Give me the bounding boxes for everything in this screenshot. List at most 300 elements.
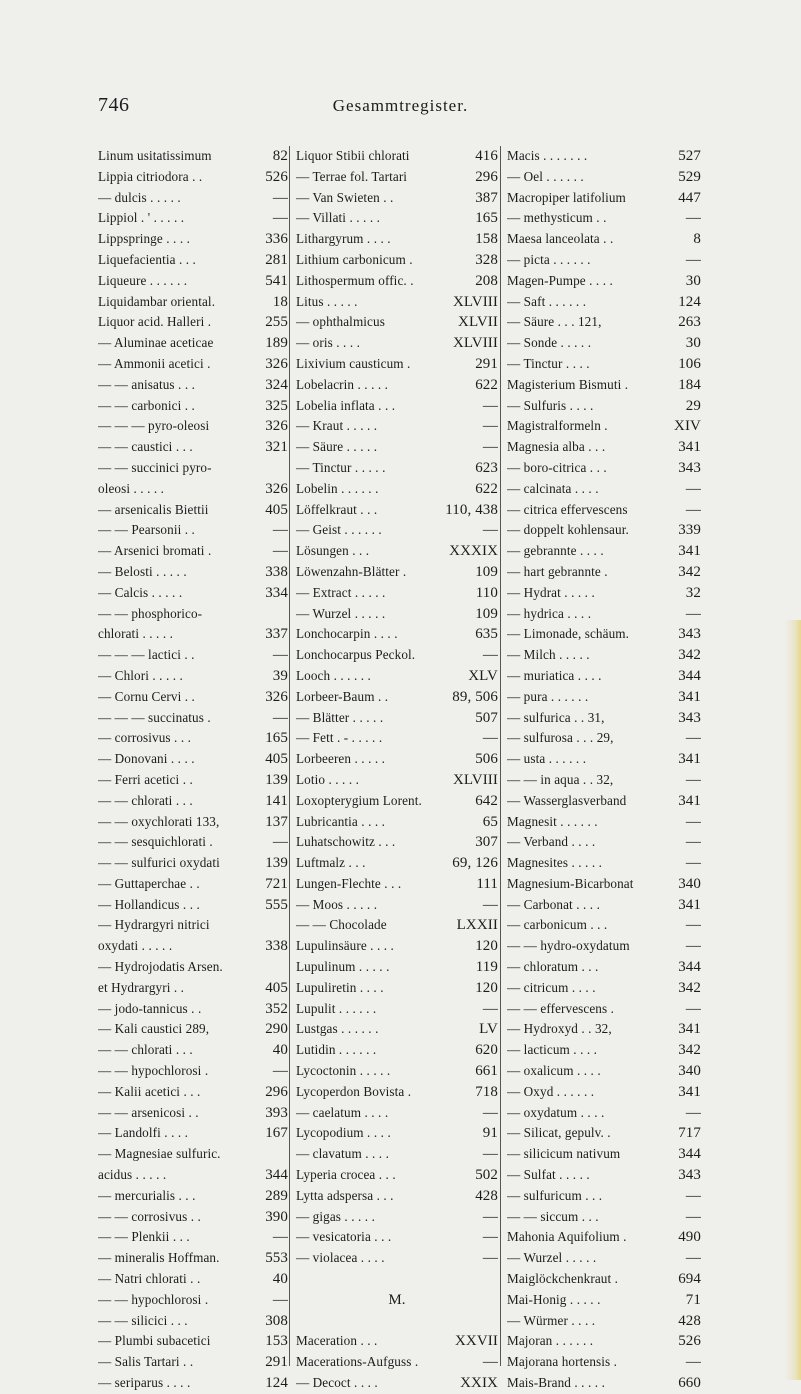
entry-page-ref: 527 <box>678 148 701 164</box>
index-entry <box>98 562 288 583</box>
entry-term: — Milch . . . . . <box>507 647 590 663</box>
index-column-1 <box>98 146 288 1394</box>
index-entry <box>507 1227 701 1248</box>
entry-page-ref: 343 <box>678 459 701 476</box>
entry-page-ref: 338 <box>265 938 288 955</box>
entry-page-ref: 490 <box>678 1229 701 1246</box>
entry-term: — mercurialis . . . <box>98 1187 196 1203</box>
index-entry <box>98 583 288 604</box>
entry-term: Lycoctonin . . . . . <box>296 1063 391 1079</box>
index-entry <box>296 812 498 833</box>
index-entry <box>296 500 498 521</box>
entry-page-ref: 718 <box>475 1083 498 1100</box>
entry-page-ref: 124 <box>265 1375 288 1392</box>
index-entry <box>507 1186 701 1207</box>
index-entry <box>98 687 288 708</box>
index-entry <box>507 749 701 770</box>
index-entry <box>296 645 498 666</box>
entry-term: Lippiol . ' . . . . . <box>98 210 185 226</box>
entry-page-ref: — <box>685 501 701 518</box>
index-entry <box>507 292 701 313</box>
index-entry <box>507 167 701 188</box>
index-entry <box>507 1373 701 1394</box>
entry-page-ref: 165 <box>265 730 288 747</box>
entry-term: — carbonicum . . . <box>507 917 608 933</box>
entry-term: — — sulfurici oxydati <box>98 855 220 871</box>
entry-page-ref: 255 <box>265 314 288 331</box>
index-entry <box>507 853 701 874</box>
entry-page-ref: — <box>272 189 288 206</box>
entry-page-ref: — <box>685 1104 701 1121</box>
entry-page-ref: — <box>272 1063 288 1080</box>
index-entry <box>98 437 288 458</box>
entry-page-ref: 336 <box>265 231 288 248</box>
entry-page-ref: 8 <box>693 231 701 248</box>
entry-term: — Donovani . . . . <box>98 751 195 767</box>
entry-term: Maceration . . . <box>296 1333 378 1349</box>
entry-term: — — phosphorico- <box>98 605 203 621</box>
entry-term: — — sesquichlorati . <box>98 834 213 850</box>
entry-page-ref: XXIX <box>460 1375 498 1392</box>
entry-page-ref: 120 <box>475 979 498 996</box>
entry-page-ref: — <box>685 1208 701 1225</box>
entry-term: Lupulinum . . . . . <box>296 959 390 975</box>
index-entry <box>296 229 498 250</box>
index-entry <box>98 1165 288 1186</box>
entry-term: Magnesites . . . . . <box>507 855 603 871</box>
entry-page-ref: 158 <box>475 231 498 248</box>
entry-term: — Wurzel . . . . . <box>507 1250 597 1266</box>
entry-page-ref: 289 <box>265 1187 288 1204</box>
entry-term: — — siccum . . . <box>507 1208 599 1224</box>
entry-term: — Oel . . . . . . <box>507 168 584 184</box>
entry-page-ref: 165 <box>475 210 498 227</box>
index-entry <box>296 1019 498 1040</box>
entry-term: — Sulfat . . . . . <box>507 1167 590 1183</box>
entry-page-ref: 29 <box>685 397 701 414</box>
entry-page-ref: XLVIII <box>452 771 498 788</box>
entry-page-ref: 326 <box>265 418 288 435</box>
entry-page-ref: 393 <box>265 1104 288 1121</box>
entry-page-ref: — <box>482 647 498 664</box>
entry-term: Lobelacrin . . . . . <box>296 376 389 392</box>
entry-page-ref: — <box>272 647 288 664</box>
entry-term: — citricum . . . . <box>507 979 596 995</box>
index-entry <box>98 146 288 167</box>
entry-term: — — Plenkii . . . <box>98 1229 190 1245</box>
entry-page-ref: 71 <box>685 1291 701 1308</box>
index-entry <box>98 999 288 1020</box>
entry-term: — — chlorati . . . <box>98 1042 193 1058</box>
index-entry <box>507 354 701 375</box>
entry-term: — sulfurosa . . . 29, <box>507 730 614 746</box>
index-entry <box>296 1352 498 1373</box>
index-entry <box>296 1311 498 1332</box>
entry-page-ref: — <box>482 1229 498 1246</box>
index-entry <box>98 853 288 874</box>
entry-term: — mineralis Hoffman. <box>98 1250 220 1266</box>
entry-term: Magen-Pumpe . . . . <box>507 272 613 288</box>
entry-term: — sulfurica . . 31, <box>507 709 605 725</box>
entry-page-ref: 308 <box>265 1312 288 1329</box>
index-entry <box>507 791 701 812</box>
entry-term: Lytta adspersa . . . <box>296 1187 394 1203</box>
entry-page-ref: — <box>685 1187 701 1204</box>
entry-term: — vesicatoria . . . <box>296 1229 392 1245</box>
entry-term: — Guttaperchae . . <box>98 875 200 891</box>
index-entry <box>507 832 701 853</box>
entry-page-ref: 337 <box>265 626 288 643</box>
index-entry <box>296 167 498 188</box>
entry-term: Lyperia crocea . . . <box>296 1167 396 1183</box>
entry-page-ref: 506 <box>475 751 498 768</box>
index-entry <box>507 1019 701 1040</box>
entry-page-ref: — <box>482 730 498 747</box>
index-entry <box>296 1207 498 1228</box>
entry-page-ref: 344 <box>678 1146 701 1163</box>
index-entry <box>507 895 701 916</box>
entry-page-ref: 642 <box>475 792 498 809</box>
entry-page-ref: 340 <box>678 1063 701 1080</box>
entry-page-ref: 526 <box>265 168 288 185</box>
entry-page-ref: 341 <box>678 751 701 768</box>
entry-term: Macerations-Aufguss . <box>296 1354 419 1370</box>
entry-term: — caelatum . . . . <box>296 1104 389 1120</box>
index-entry <box>296 312 498 333</box>
entry-term: Lixivium causticum . <box>296 355 411 371</box>
index-entry <box>296 520 498 541</box>
entry-term: — Hydroxyd . . 32, <box>507 1021 612 1037</box>
entry-term: — Säure . . . 121, <box>507 314 602 330</box>
index-entry <box>98 1103 288 1124</box>
entry-page-ref: 40 <box>272 1271 288 1288</box>
entry-page-ref: 526 <box>678 1333 701 1350</box>
entry-page-ref: 106 <box>678 355 701 372</box>
index-entry <box>507 458 701 479</box>
index-entry <box>98 1123 288 1144</box>
entry-term: Lobelia inflata . . . <box>296 397 396 413</box>
entry-term: — Geist . . . . . . <box>296 522 382 538</box>
entry-term: — corrosivus . . . <box>98 730 192 746</box>
entry-page-ref: — <box>272 522 288 539</box>
entry-term: — Decoct . . . . <box>296 1375 378 1391</box>
index-entry <box>98 728 288 749</box>
entry-term: — Würmer . . . . <box>507 1312 596 1328</box>
entry-page-ref: 341 <box>678 896 701 913</box>
index-entry <box>98 666 288 687</box>
entry-term: — citrica effervescens <box>507 501 628 517</box>
entry-term: Lösungen . . . <box>296 543 370 559</box>
index-entry <box>296 1227 498 1248</box>
index-entry <box>296 271 498 292</box>
entry-page-ref: 30 <box>685 335 701 352</box>
entry-page-ref: 281 <box>265 251 288 268</box>
entry-page-ref: 405 <box>265 501 288 518</box>
entry-term: — sulfuricum . . . <box>507 1187 603 1203</box>
entry-page-ref: — <box>482 397 498 414</box>
entry-page-ref: — <box>272 834 288 851</box>
entry-term: — Ferri acetici . . <box>98 771 193 787</box>
entry-term: oxydati . . . . . <box>98 938 173 954</box>
entry-term: — — chlorati . . . <box>98 792 193 808</box>
index-entry <box>296 1331 498 1352</box>
index-entry <box>296 1144 498 1165</box>
entry-page-ref: 296 <box>475 168 498 185</box>
entry-term: — Extract . . . . . <box>296 584 386 600</box>
index-column-3 <box>500 146 701 1392</box>
index-entry <box>296 1248 498 1269</box>
entry-page-ref: 529 <box>678 168 701 185</box>
index-entry <box>98 396 288 417</box>
entry-page-ref: 341 <box>678 1083 701 1100</box>
entry-page-ref: — <box>482 1250 498 1267</box>
index-entry <box>98 1040 288 1061</box>
entry-term: Mai-Honig . . . . . <box>507 1291 601 1307</box>
entry-term: — methysticum . . <box>507 210 607 226</box>
entry-term: Luftmalz . . . <box>296 855 366 871</box>
entry-term: — — effervescens . <box>507 1000 615 1016</box>
index-entry <box>98 1082 288 1103</box>
entry-page-ref: 30 <box>685 272 701 289</box>
index-entry <box>296 458 498 479</box>
entry-term: — Verband . . . . <box>507 834 596 850</box>
entry-page-ref: XLVII <box>458 314 498 331</box>
entry-term: — Sulfuris . . . . <box>507 397 594 413</box>
entry-term: Liquidambar oriental. <box>98 293 216 309</box>
entry-term: — violacea . . . . <box>296 1250 385 1266</box>
entry-page-ref: 139 <box>265 855 288 872</box>
index-entry <box>507 250 701 271</box>
entry-term: — boro-citrica . . . <box>507 459 607 475</box>
entry-term: — usta . . . . . . <box>507 751 587 767</box>
entry-term: — Landolfi . . . . <box>98 1125 189 1141</box>
index-entry <box>507 1061 701 1082</box>
index-entry <box>296 562 498 583</box>
entry-term: Lycoperdon Bovista . <box>296 1083 412 1099</box>
entry-page-ref: — <box>685 834 701 851</box>
entry-term: Lithospermum offic. . <box>296 272 414 288</box>
entry-term: Litus . . . . . <box>296 293 358 309</box>
entry-term: — Wurzel . . . . . <box>296 605 386 621</box>
entry-term: — Cornu Cervi . . <box>98 688 195 704</box>
entry-term: — Kali caustici 289, <box>98 1021 210 1037</box>
entry-page-ref: — <box>482 418 498 435</box>
index-entry <box>507 229 701 250</box>
entry-term: — Aluminae aceticae <box>98 335 214 351</box>
index-entry <box>507 1352 701 1373</box>
entry-page-ref: 343 <box>678 709 701 726</box>
index-entry <box>507 645 701 666</box>
index-entry <box>98 749 288 770</box>
entry-term: Loxopterygium Lorent. <box>296 792 422 808</box>
entry-page-ref: — <box>685 730 701 747</box>
entry-term: acidus . . . . . <box>98 1167 167 1183</box>
entry-term: — — anisatus . . . <box>98 376 196 392</box>
entry-page-ref: — <box>272 1229 288 1246</box>
entry-term: — doppelt kohlensaur. <box>507 522 629 538</box>
entry-term: oleosi . . . . . <box>98 480 165 496</box>
entry-term: Lotio . . . . . <box>296 771 360 787</box>
entry-page-ref: — <box>685 1000 701 1017</box>
index-entry <box>296 479 498 500</box>
index-entry <box>98 812 288 833</box>
entry-page-ref: XXVII <box>455 1333 498 1350</box>
entry-term: — Säure . . . . . <box>296 439 378 455</box>
entry-term: — Terrae fol. Tartari <box>296 168 408 184</box>
entry-page-ref: 296 <box>265 1083 288 1100</box>
entry-term: Majorana hortensis . <box>507 1354 618 1370</box>
index-entry <box>98 416 288 437</box>
entry-page-ref: 635 <box>475 626 498 643</box>
entry-page-ref: 325 <box>265 397 288 414</box>
entry-term: — silicicum nativum <box>507 1146 621 1162</box>
entry-page-ref: 110 <box>475 584 498 601</box>
index-entry <box>98 229 288 250</box>
index-entry <box>98 1331 288 1352</box>
entry-term: Lungen-Flechte . . . <box>296 875 402 891</box>
entry-term: Magisterium Bismuti . <box>507 376 629 392</box>
index-entry <box>296 1186 498 1207</box>
entry-page-ref: — <box>685 251 701 268</box>
entry-page-ref: 343 <box>678 1167 701 1184</box>
index-entry <box>507 500 701 521</box>
entry-term: — Calcis . . . . . <box>98 584 183 600</box>
entry-term: Lobelin . . . . . . <box>296 480 379 496</box>
entry-term: Löwenzahn-Blätter . <box>296 563 407 579</box>
index-entry <box>98 1019 288 1040</box>
entry-term: chlorati . . . . . <box>98 626 174 642</box>
entry-term: — oxalicum . . . . <box>507 1063 601 1079</box>
entry-page-ref: — <box>482 1354 498 1371</box>
entry-page-ref: 326 <box>265 355 288 372</box>
entry-term: Liquefacientia . . . <box>98 251 196 267</box>
entry-term: et Hydrargyri . . <box>98 979 185 995</box>
entry-term: — Sonde . . . . . <box>507 335 592 351</box>
index-entry <box>296 437 498 458</box>
entry-term: — hart gebrannte . <box>507 563 608 579</box>
index-entry <box>296 188 498 209</box>
entry-page-ref: 153 <box>265 1333 288 1350</box>
entry-term: Lippspringe . . . . <box>98 231 191 247</box>
index-entry <box>507 583 701 604</box>
page-edge-shadow <box>785 620 801 1380</box>
entry-term: — Tinctur . . . . . <box>296 459 386 475</box>
index-entry <box>507 437 701 458</box>
entry-term: Lonchocarpin . . . . <box>296 626 398 642</box>
entry-page-ref: — <box>685 480 701 497</box>
index-entry <box>507 333 701 354</box>
entry-term: — — hydro-oxydatum <box>507 938 630 954</box>
entry-term: — hydrica . . . . <box>507 605 592 621</box>
entry-page-ref: 40 <box>272 1042 288 1059</box>
entry-page-ref: — <box>272 709 288 726</box>
index-entry <box>98 1352 288 1373</box>
entry-page-ref: 344 <box>678 667 701 684</box>
entry-page-ref: XLV <box>468 667 498 684</box>
entry-term: — Magnesiae sulfuric. <box>98 1146 221 1162</box>
index-entry <box>98 520 288 541</box>
index-entry <box>98 978 288 999</box>
index-entry <box>507 1103 701 1124</box>
entry-page-ref: — <box>685 210 701 227</box>
entry-term: — Van Swieten . . <box>296 189 394 205</box>
entry-term: Majoran . . . . . . <box>507 1333 594 1349</box>
entry-term: — ophthalmicus <box>296 314 385 330</box>
entry-term: — Natri chlorati . . <box>98 1271 201 1287</box>
entry-page-ref: 342 <box>678 1042 701 1059</box>
entry-term: — oxydatum . . . . <box>507 1104 605 1120</box>
entry-page-ref: — <box>482 1146 498 1163</box>
entry-page-ref: 341 <box>678 688 701 705</box>
entry-term: — Belosti . . . . . <box>98 563 187 579</box>
entry-term: Lupuliretin . . . . <box>296 979 384 995</box>
entry-page-ref: 184 <box>678 376 701 393</box>
entry-page-ref: — <box>482 439 498 456</box>
index-entry <box>507 1144 701 1165</box>
entry-term: — — — lactici . . <box>98 647 195 663</box>
entry-term: — dulcis . . . . . <box>98 189 181 205</box>
entry-term: — — hypochlorosi . <box>98 1291 209 1307</box>
entry-page-ref: 291 <box>475 355 498 372</box>
index-entry <box>507 728 701 749</box>
index-entry <box>296 604 498 625</box>
entry-page-ref: 341 <box>678 1021 701 1038</box>
entry-term: — Moos . . . . . <box>296 896 378 912</box>
entry-term: — chloratum . . . <box>507 959 599 975</box>
index-entry <box>507 1040 701 1061</box>
index-entry <box>98 791 288 812</box>
entry-page-ref: — <box>272 543 288 560</box>
index-entry <box>296 541 498 562</box>
index-entry <box>507 1165 701 1186</box>
index-entry <box>296 1040 498 1061</box>
entry-page-ref: 109 <box>475 605 498 622</box>
entry-page-ref: 342 <box>678 647 701 664</box>
index-entry <box>507 1082 701 1103</box>
index-entry <box>296 1082 498 1103</box>
entry-page-ref: 341 <box>678 543 701 560</box>
entry-page-ref: 290 <box>265 1021 288 1038</box>
entry-term: Maiglöckchenkraut . <box>507 1271 619 1287</box>
index-entry <box>98 915 288 936</box>
index-entry <box>296 999 498 1020</box>
entry-term: Magnesia alba . . . <box>507 439 606 455</box>
entry-term: — seriparus . . . . <box>98 1375 191 1391</box>
entry-term: M. <box>388 1291 406 1308</box>
section-letter <box>296 1290 498 1311</box>
entry-page-ref: 387 <box>475 189 498 206</box>
entry-term: — Carbonat . . . . <box>507 896 600 912</box>
entry-page-ref: 352 <box>265 1000 288 1017</box>
entry-page-ref: 326 <box>265 480 288 497</box>
entry-page-ref: LV <box>479 1021 498 1038</box>
entry-term: — — — pyro-oleosi <box>98 418 210 434</box>
index-entry <box>507 1290 701 1311</box>
entry-term: — Kraut . . . . . <box>296 418 378 434</box>
index-entry <box>507 812 701 833</box>
entry-page-ref: 120 <box>475 938 498 955</box>
entry-term: — — Chocolade <box>296 917 387 933</box>
index-entry <box>296 936 498 957</box>
entry-term: — muriatica . . . . <box>507 667 602 683</box>
entry-page-ref: 109 <box>475 563 498 580</box>
entry-term: Mahonia Aquifolium . <box>507 1229 627 1245</box>
entry-term: — Saft . . . . . . <box>507 293 587 309</box>
entry-page-ref: 291 <box>265 1354 288 1371</box>
entry-page-ref: — <box>482 1000 498 1017</box>
index-entry <box>507 416 701 437</box>
entry-term: — — succinici pyro- <box>98 459 212 475</box>
